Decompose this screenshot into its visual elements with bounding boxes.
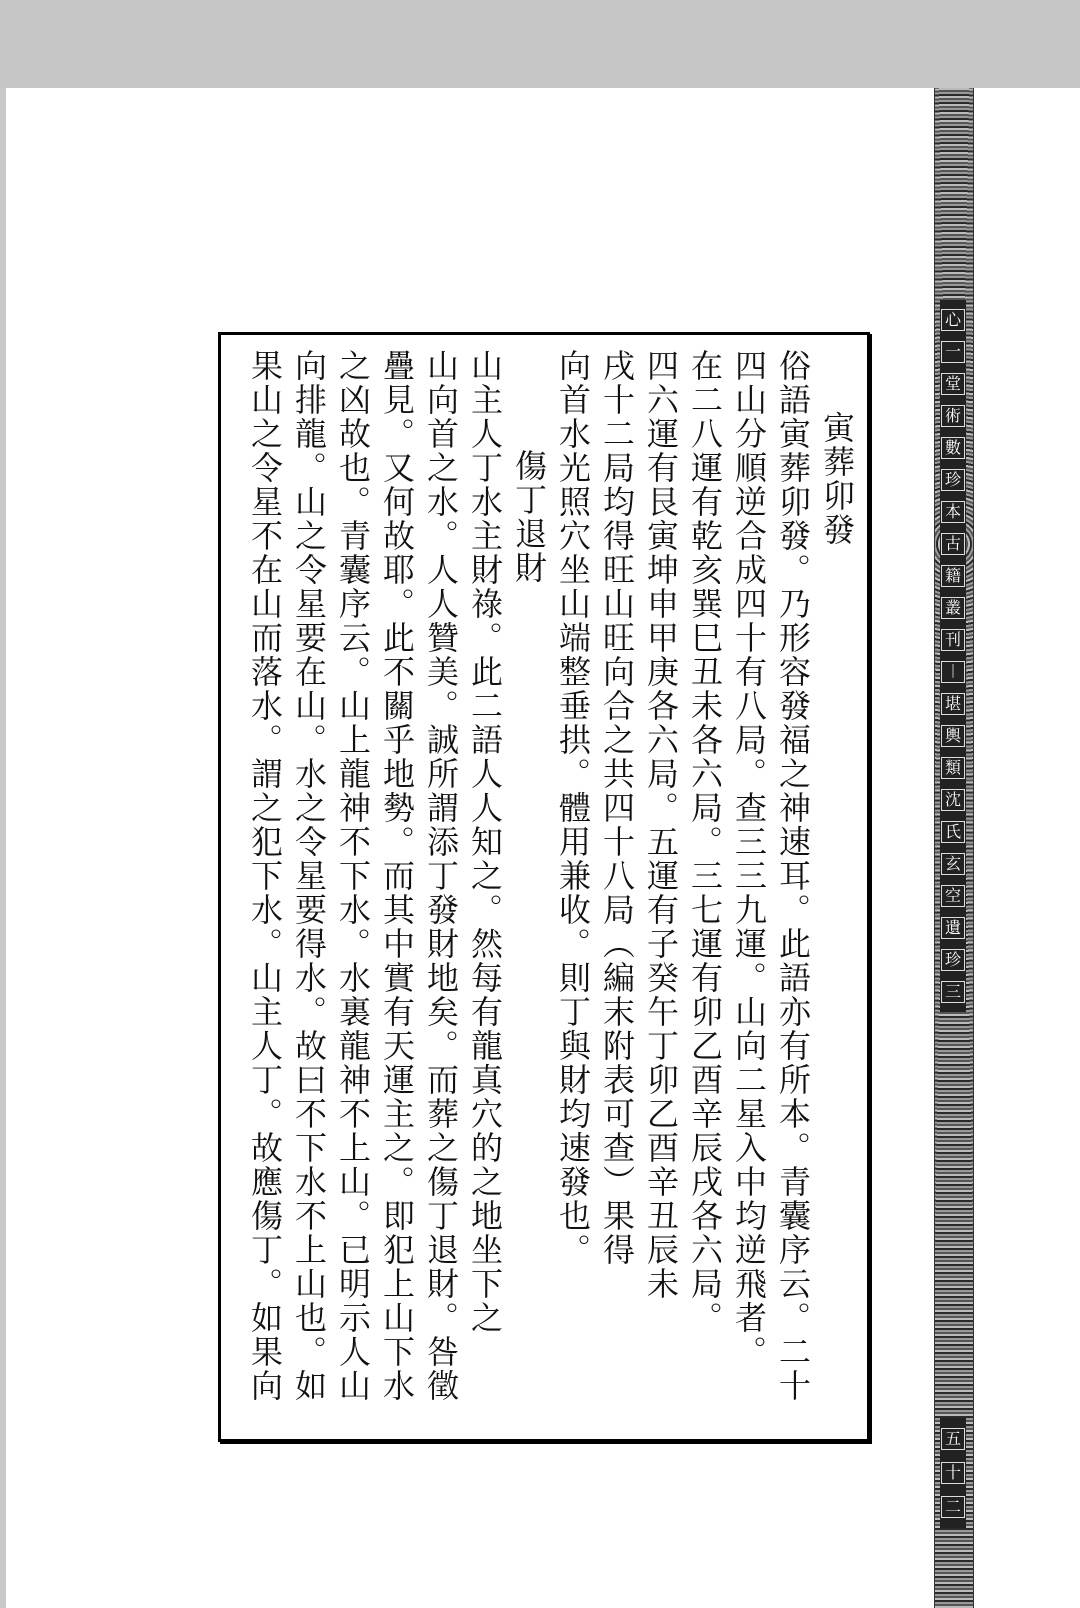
spine-char: 玄 bbox=[941, 853, 965, 875]
page-number-char: 十 bbox=[941, 1462, 965, 1484]
body-line: 戌十二局均得旺山旺向合之共四十八局（編末附表可查）果得 bbox=[598, 349, 636, 1267]
spine-char: 刊 bbox=[941, 629, 965, 651]
page-number-char: 五 bbox=[941, 1428, 965, 1450]
body-line: 俗語寅葬卯發。乃形容發福之神速耳。此語亦有所本。青囊序云。二十 bbox=[774, 349, 812, 1403]
spine-char: 空 bbox=[941, 885, 965, 907]
section-heading-yin-zang-mao-fa: 寅葬卯發 bbox=[818, 411, 856, 547]
spine-char: 珍 bbox=[941, 469, 965, 491]
spine-char: 古 bbox=[941, 533, 965, 555]
spine-series-title bbox=[940, 300, 966, 1012]
body-line: 果山之令星不在山而落水。謂之犯下水。山主人丁。故應傷丁。如果向 bbox=[246, 349, 284, 1403]
body-line: 向首水光照穴坐山端整垂拱。體用兼收。則丁與財均速發也。 bbox=[554, 349, 592, 1267]
right-margin bbox=[972, 88, 1080, 1608]
spine-char: 叢 bbox=[941, 597, 965, 619]
body-line: 四六運有艮寅坤申甲庚各六局。五運有子癸午丁卯乙酉辛丑辰未 bbox=[642, 349, 680, 1301]
body-line: 四山分順逆合成四十有八局。查三三九運。山向二星入中均逆飛者。 bbox=[730, 349, 768, 1369]
spine-page-number bbox=[940, 1418, 966, 1528]
body-line: 之凶故也。青囊序云。山上龍神不下水。水裏龍神不上山。已明示人山 bbox=[334, 349, 372, 1403]
spine-char: 遺 bbox=[941, 917, 965, 939]
spine-char: 心 bbox=[941, 309, 965, 331]
spine-char: 籍 bbox=[941, 565, 965, 587]
spine-char: 輿 bbox=[941, 725, 965, 747]
section-heading-shang-ding-tui-cai: 傷丁退財 bbox=[510, 449, 548, 585]
spine-char: 術 bbox=[941, 405, 965, 427]
spine-char: 一 bbox=[941, 341, 965, 363]
spine-char: 本 bbox=[941, 501, 965, 523]
body-line: 山主人丁水主財祿。此二語人人知之。然每有龍真穴的之地坐下之 bbox=[466, 349, 504, 1335]
spine-char: 堂 bbox=[941, 373, 965, 395]
spine-char: ︱ bbox=[941, 661, 965, 683]
scanned-page bbox=[6, 88, 972, 1608]
spine-char: 三 bbox=[941, 981, 965, 1003]
page-number-char: 二 bbox=[941, 1496, 965, 1518]
body-line: 山向首之水。人人贊美。誠所謂添丁發財地矣。而葬之傷丁退財。咎徵 bbox=[422, 349, 460, 1403]
vertical-text-columns bbox=[231, 349, 859, 1429]
spine-char: 氏 bbox=[941, 821, 965, 843]
viewer-top-bar bbox=[0, 0, 1080, 88]
text-frame bbox=[218, 332, 870, 1442]
spine-char: 類 bbox=[941, 757, 965, 779]
spine-char: 珍 bbox=[941, 949, 965, 971]
spine-char: 數 bbox=[941, 437, 965, 459]
body-line: 在二八運有乾亥巽巳丑未各六局。三七運有卯乙酉辛辰戌各六局。 bbox=[686, 349, 724, 1335]
spine-char: 沈 bbox=[941, 789, 965, 811]
body-line: 向排龍。山之令星要在山。水之令星要得水。故曰不下水不上山也。如 bbox=[290, 349, 328, 1403]
spine-char: 堪 bbox=[941, 693, 965, 715]
body-line: 疊見。又何故耶。此不關乎地勢。而其中實有天運主之。即犯上山下水 bbox=[378, 349, 416, 1403]
